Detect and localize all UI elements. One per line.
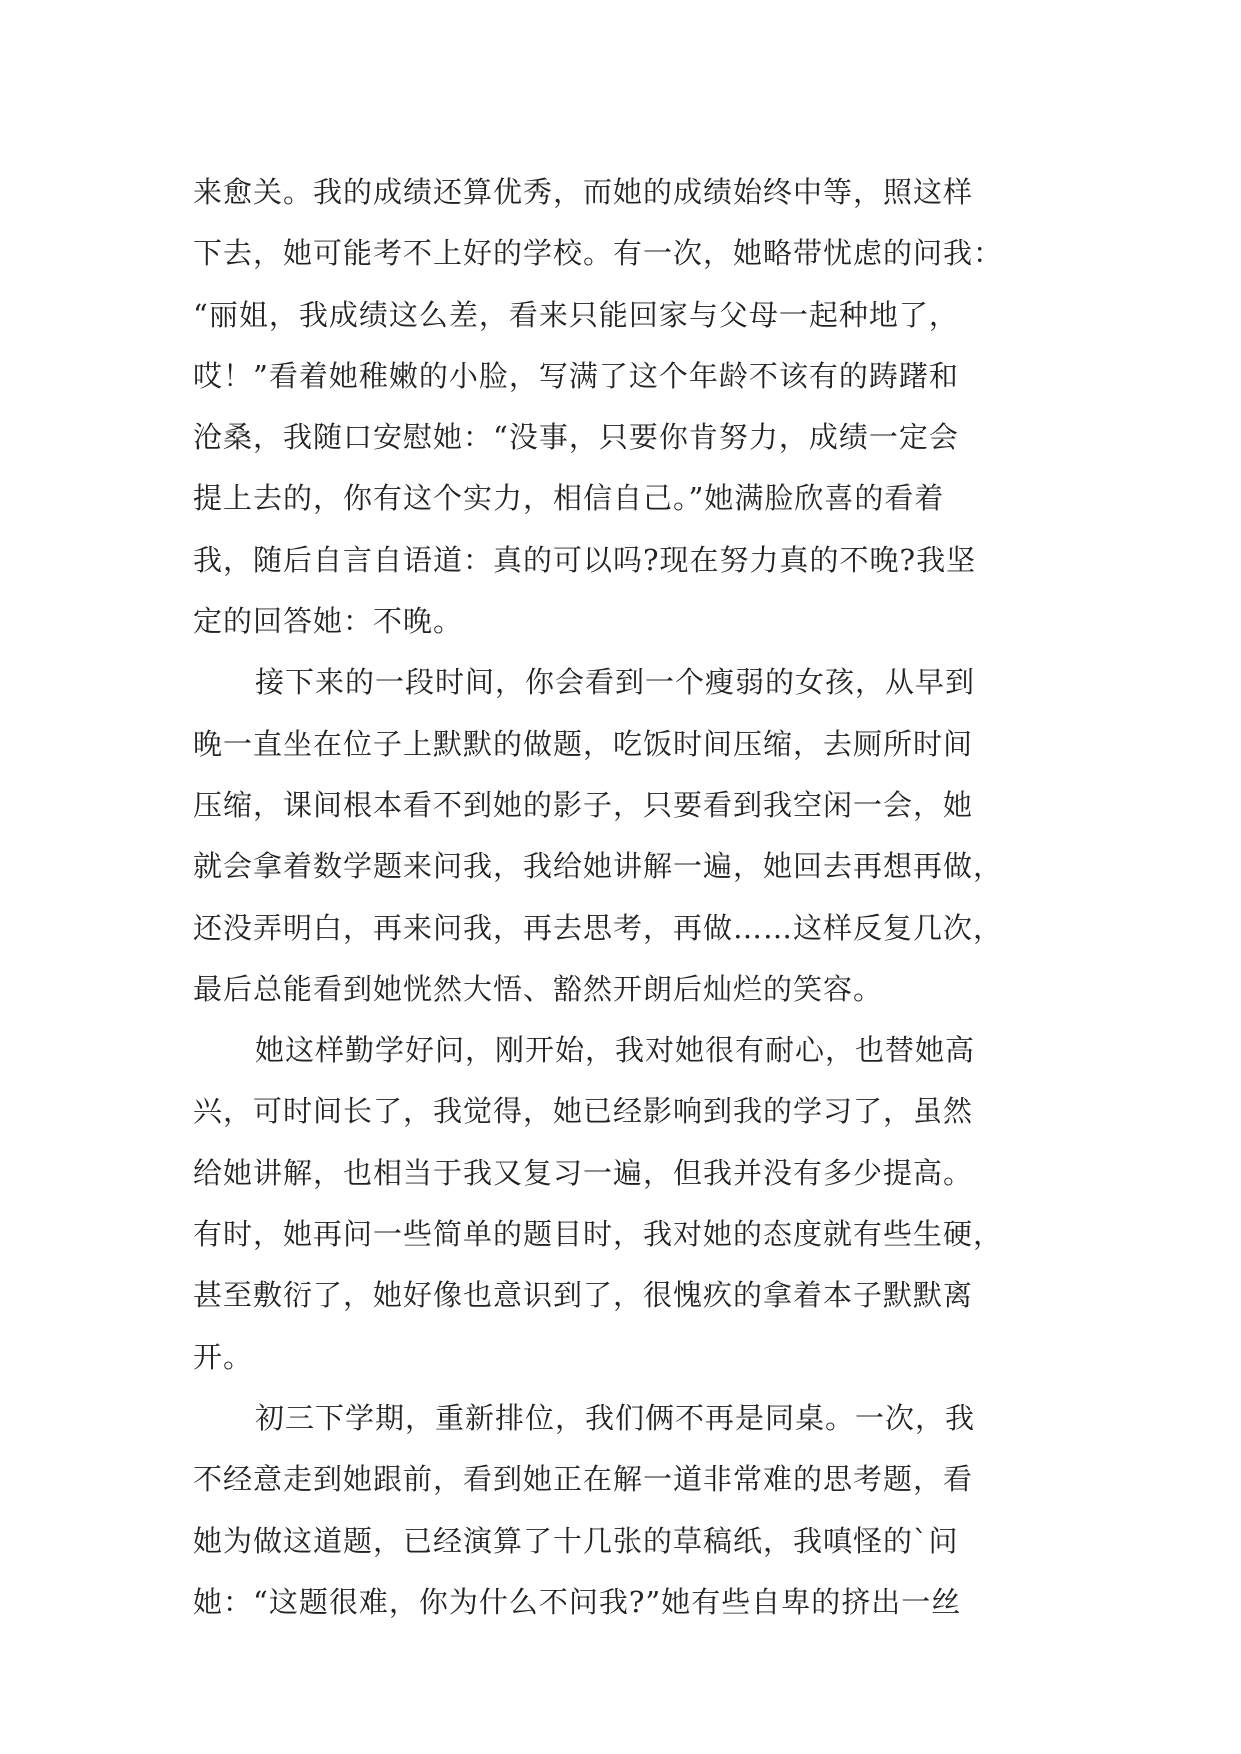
text-line: 沧桑，我随口安慰她：“没事，只要你肯努力，成绩一定会 bbox=[193, 420, 959, 455]
text-line: 最后总能看到她恍然大悟、豁然开朗后灿烂的笑容。 bbox=[193, 971, 884, 1006]
text-line: 兴，可时间长了，我觉得，她已经影响到我的学习了，虽然 bbox=[193, 1094, 974, 1129]
text-line: 甚至敷衍了，她好像也意识到了，很愧疚的拿着本子默默离 bbox=[193, 1278, 974, 1313]
text-line: 她：“这题很难，你为什么不问我?”她有些自卑的挤出一丝 bbox=[193, 1584, 962, 1619]
text-line: 她为做这道题，已经演算了十几张的草稿纸，我嗔怪的`问 bbox=[193, 1523, 959, 1558]
text-line: 有时，她再问一些简单的题目时，我对她的态度就有些生硬， bbox=[193, 1217, 1004, 1252]
paragraph-start-line: 她这样勤学好问，刚开始，我对她很有耐心，也替她高 bbox=[255, 1033, 976, 1068]
document-body bbox=[193, 162, 1093, 1633]
text-line: 下去，她可能考不上好的学校。有一次，她略带忧虑的问我： bbox=[193, 236, 1004, 271]
text-line: 不经意走到她跟前，看到她正在解一道非常难的思考题，看 bbox=[193, 1462, 974, 1497]
text-line: 给她讲解，也相当于我又复习一遍，但我并没有多少提高。 bbox=[193, 1155, 974, 1190]
text-line: “丽姐，我成绩这么差，看来只能回家与父母一起种地了， bbox=[193, 297, 959, 332]
text-line: 哎！”看着她稚嫩的小脸，写满了这个年龄不该有的踌躇和 bbox=[193, 358, 959, 393]
text-line: 开。 bbox=[193, 1339, 254, 1374]
text-line: 晚一直坐在位子上默默的做题，吃饭时间压缩，去厕所时间 bbox=[193, 726, 974, 761]
paragraph-start-line: 初三下学期，重新排位，我们俩不再是同桌。一次，我 bbox=[255, 1400, 976, 1435]
text-line: 还没弄明白，再来问我，再去思考，再做……这样反复几次， bbox=[193, 910, 1004, 945]
paragraph-start-line: 接下来的一段时间，你会看到一个瘦弱的女孩，从早到 bbox=[255, 665, 976, 700]
text-line: 来愈关。我的成绩还算优秀，而她的成绩始终中等，照这样 bbox=[193, 175, 974, 209]
text-line: 定的回答她：不晚。 bbox=[193, 604, 464, 639]
text-line: 我，随后自言自语道：真的可以吗?现在努力真的不晚?我坚 bbox=[193, 542, 977, 577]
text-line: 就会拿着数学题来问我，我给她讲解一遍，她回去再想再做， bbox=[193, 849, 1004, 884]
text-line: 提上去的，你有这个实力，相信自己。”她满脸欣喜的看着 bbox=[193, 481, 945, 516]
text-line: 压缩，课间根本看不到她的影子，只要看到我空闲一会，她 bbox=[193, 787, 974, 822]
